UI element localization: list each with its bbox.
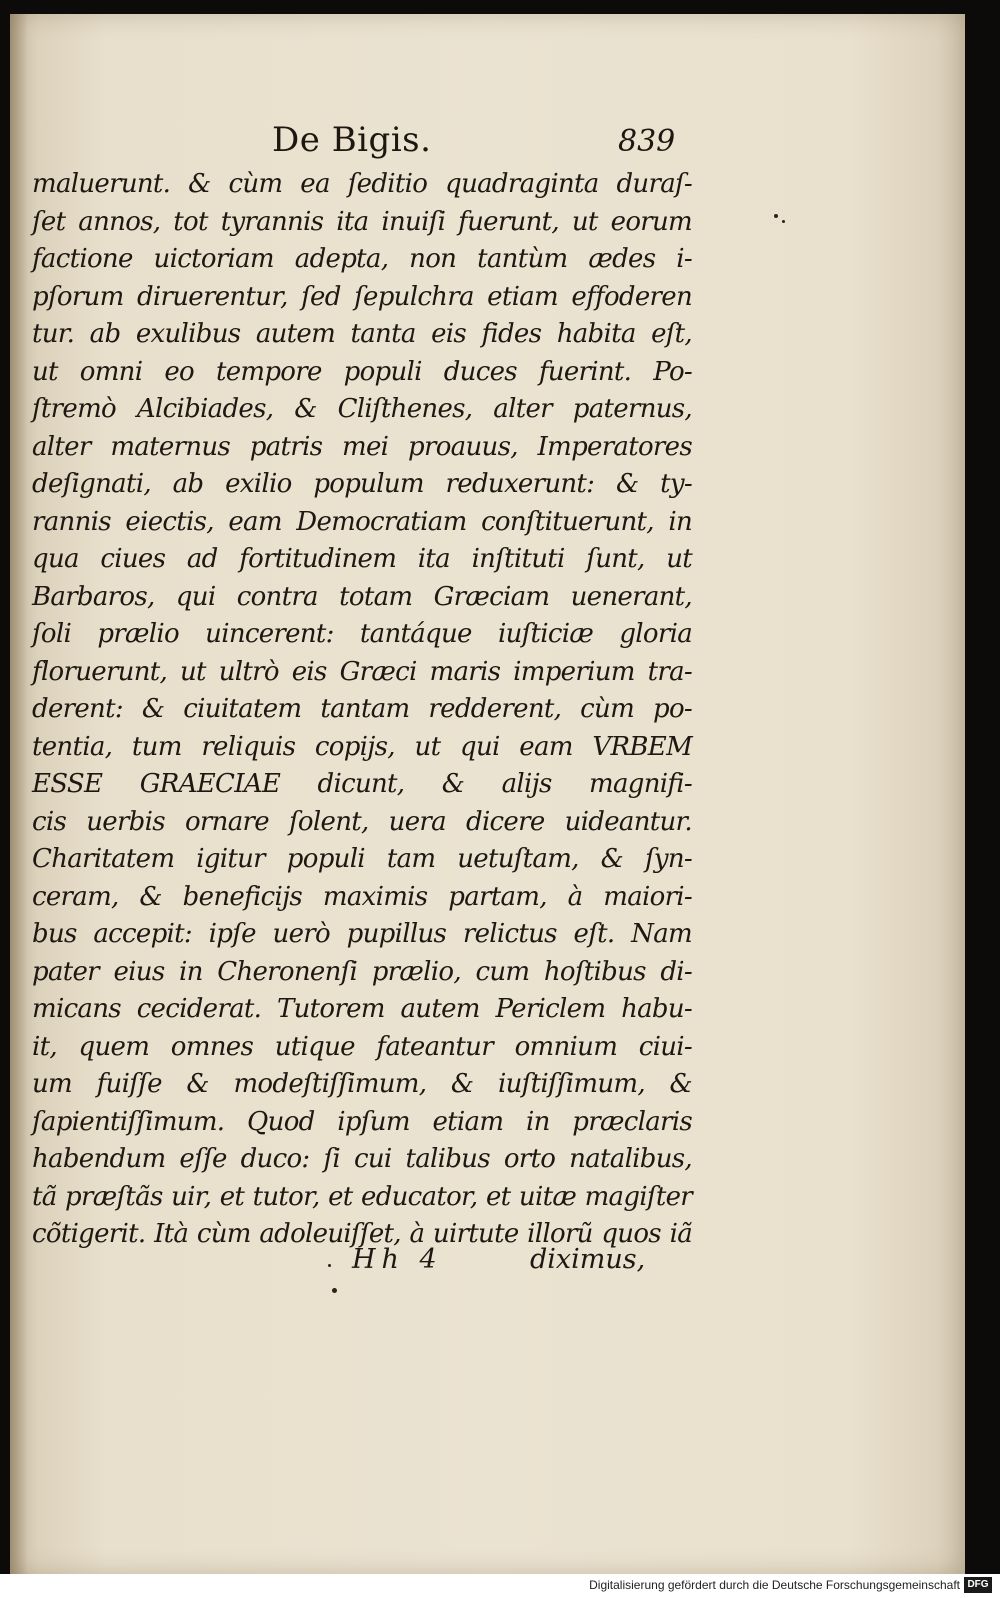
funding-credit: Digitalisierung gefördert durch die Deutsche Forschungsgemeinschaft bbox=[589, 1578, 960, 1592]
text-line: maluerunt. & cùm ea ſeditio quadraginta duraſ- bbox=[32, 169, 692, 199]
text-line: ut omni eo tempore populi duces fuerint. Po- bbox=[32, 356, 692, 387]
text-line: cõtigerit. Ità cùm adoleuiſſet, à uirtute illorũ quos iã bbox=[32, 1219, 692, 1249]
running-head bbox=[10, 120, 965, 168]
dfg-logo: DFG bbox=[964, 1577, 992, 1593]
text-line: pſorum diruerentur, ſed ſepulchra etiam effoderen bbox=[32, 281, 692, 312]
text-line: tur. ab exulibus autem tanta eis fides habita eſt, bbox=[32, 319, 692, 349]
signature-line bbox=[10, 1244, 965, 1284]
book-page bbox=[10, 14, 965, 1574]
footer-bar bbox=[0, 1574, 1000, 1598]
text-line: tentia, tum reliquis copijs, ut qui eam VRBEM bbox=[32, 731, 692, 762]
text-line: floruerunt, ut ultrò eis Græci maris imperium tra- bbox=[32, 656, 692, 687]
page-number: 839 bbox=[618, 124, 676, 159]
text-line: micans ceciderat. Tutorem autem Periclem habu- bbox=[32, 994, 692, 1024]
gutter-shadow bbox=[10, 14, 28, 1574]
text-line: pater eius in Cheronenſi prælio, cum hoſtibus di- bbox=[32, 956, 692, 987]
ink-speck bbox=[328, 1264, 331, 1267]
text-body bbox=[32, 166, 692, 1254]
text-line: um fuiſſe & modeſtiſſimum, & iuſtiſſimum, & bbox=[32, 1069, 692, 1099]
text-line: derent: & ciuitatem tantam redderent, cùm po- bbox=[32, 694, 692, 724]
text-line: deſignati, ab exilio populum reduxerunt: & ty- bbox=[32, 469, 692, 499]
catchword: diximus, bbox=[530, 1244, 646, 1275]
text-line: it, quem omnes utique fateantur omnium ciui- bbox=[32, 1031, 692, 1062]
text-line: ceram, & beneficijs maximis partam, à maiori- bbox=[32, 881, 692, 912]
text-line: alter maternus patris mei proauus, Imperatores bbox=[32, 431, 692, 462]
text-line: Barbaros, qui contra totam Græciam uenerant, bbox=[32, 581, 692, 612]
text-line: cis uerbis ornare ſolent, uera dicere uideantur. bbox=[32, 806, 692, 837]
text-line: tã præſtãs uir, et tutor, et educator, et uitæ magiſter bbox=[32, 1181, 692, 1212]
ink-speck bbox=[782, 220, 785, 223]
text-line: rannis eiectis, eam Democratiam conſtituerunt, in bbox=[32, 506, 692, 537]
running-title: De Bigis. bbox=[272, 120, 432, 160]
text-line: Charitatem igitur populi tam uetuſtam, & ſyn- bbox=[32, 844, 692, 874]
text-line: factione uictoriam adepta, non tantùm ædes i- bbox=[32, 244, 692, 274]
text-line: ſapientiſſimum. Quod ipſum etiam in præclaris bbox=[32, 1106, 692, 1137]
text-line: ſoli prælio uincerent: tantáque iuſticiæ gloria bbox=[32, 619, 692, 649]
text-line: qua ciues ad fortitudinem ita inſtituti ſunt, ut bbox=[32, 544, 692, 574]
ink-speck bbox=[332, 1288, 337, 1293]
text-line: bus accepit: ipſe uerò pupillus relictus eſt. Nam bbox=[32, 919, 692, 949]
text-line: habendum eſſe duco: ſi cui talibus orto natalibus, bbox=[32, 1144, 692, 1174]
text-line: ſtremò Alcibiades, & Cliſthenes, alter paternus, bbox=[32, 394, 692, 424]
text-line: ſet annos, tot tyrannis ita inuiſi fuerunt, ut eorum bbox=[32, 206, 692, 237]
ink-speck bbox=[774, 214, 778, 218]
signature-mark: Hh 4 bbox=[352, 1244, 443, 1275]
text-line: ESSE GRAECIAE dicunt, & alijs magnifi- bbox=[32, 769, 692, 799]
